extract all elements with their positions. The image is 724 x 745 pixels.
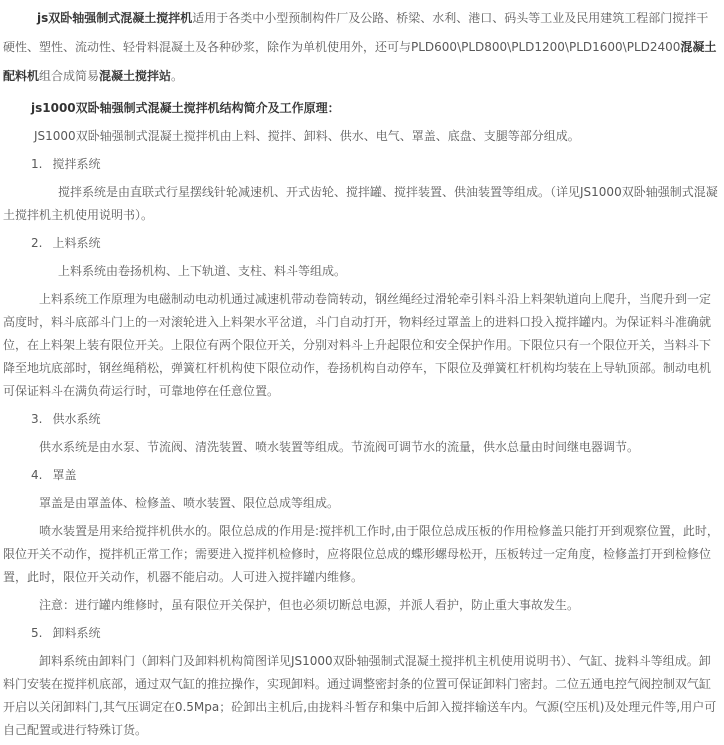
intro-bold-product-name: js双卧轴强制式混凝土搅拌机 <box>37 11 193 25</box>
section-name: 上料系统 <box>52 236 101 250</box>
paragraph-feeding-principle: 上料系统工作原理为电磁制动电动机通过减速机带动卷筒转动，钢丝绳经过滑轮牵引料斗沿上料架轨道向上爬升，当爬升到一定高度时，料斗底部斗门上的一对滚轮进入上料架水平岔道，斗门自动打开，物料经过罩盖上的进料口投入搅拌罐内。为保证料斗准确就位，在上料架上装有限位开关。上限位有两个限位开关，分别对料斗上升起限位和安全保护作用。下限位只有一个限位开关，当料斗下降至地坑底部时，钢丝绳稍松，弹簧杠杆机构使下限位动作，卷扬机构自动停车，下限位及弹簧杠杆机构均装在上导轨顶部。制动电机可保证料斗在满负荷运行时，可靠地停在任意位置。 <box>3 292 712 398</box>
section-title-discharging <box>3 622 719 645</box>
section-name: 搅拌系统 <box>52 157 101 171</box>
section-title-feeding <box>3 232 719 255</box>
section-title-mixing <box>3 153 719 176</box>
section-number: 5. <box>31 626 43 640</box>
section-number: 2. <box>31 236 43 250</box>
intro-text-3: 。 <box>171 69 184 83</box>
intro-text-1: 适用于各类中小型预制构件厂及公路、桥梁、水利、港口、码头等工业及民用建筑工程部门搅拌干硬性、塑性、流动性、轻骨料混凝土及各种砂浆，除作为单机使用外，还可与PLD600\PLD800\PLD1200\PLD1600\PLD2400 <box>3 11 709 54</box>
paragraph-discharging: 卸料系统由卸料门（卸料门及卸料机构简图详见JS1000双卧轴强制式混凝土搅拌机主机使用说明书）、气缸、拢料斗等组成。卸料门安装在搅拌机底部，通过双气缸的推拉操作，实现卸料。通过调整密封条的位置可保证卸料门密封。二位五通电控气阀控制双气缸开启以关闭卸料门,其气压调定在0.5Mpa；砼卸出主机后,由拢料斗暂存和集中后卸入搅拌输送车内。气源(空压机)及处理元件等,用户可自己配置或进行特殊订货。 <box>3 654 717 737</box>
intro-text-2: 组合成简易 <box>39 69 100 83</box>
paragraph-mixing-composition: 搅拌系统是由直联式行星摆线针轮减速机、开式齿轮、搅拌罐、搅拌装置、供油装置等组成。（详见JS1000双卧轴强制式混凝土搅拌机主机使用说明书）。 <box>3 185 718 222</box>
overview-paragraph: JS1000双卧轴强制式混凝土搅拌机由上料、搅拌、卸料、供水、电气、罩盖、底盘、支腿等部分组成。 <box>34 129 580 143</box>
paragraph-cover-function: 喷水装置是用来给搅拌机供水的。限位总成的作用是:搅拌机工作时,由于限位总成压板的作用检修盖只能打开到观察位置，此时，限位开关不动作，搅拌机正常工作；需要进入搅拌机检修时，应将限位总成的蝶形螺母松开，压板转过一定角度，检修盖打开到检修位置，此时，限位开关动作，机器不能启动。人可进入搅拌罐内维修。 <box>3 524 719 584</box>
section-number: 3. <box>31 412 43 426</box>
section-number: 1. <box>31 157 43 171</box>
section-name: 罩盖 <box>52 468 77 482</box>
section-title-cover <box>3 464 719 487</box>
paragraph-cover-warning: 注意：进行罐内维修时，虽有限位开关保护，但也必须切断总电源，并派人看护，防止重大事故发生。 <box>39 598 580 612</box>
section-name: 供水系统 <box>52 412 101 426</box>
paragraph-water-supply: 供水系统是由水泵、节流阀、清洗装置、喷水装置等组成。节流阀可调节水的流量，供水总量由时间继电器调节。 <box>39 440 640 454</box>
intro-bold-station-name: 混凝土搅拌站 <box>99 69 172 83</box>
section-title-water-supply <box>3 408 719 431</box>
section-number: 4. <box>31 468 43 482</box>
structure-heading: js1000双卧轴强制式混凝土搅拌机结构简介及工作原理： <box>31 101 340 115</box>
paragraph-cover-composition: 罩盖是由罩盖体、检修盖、喷水装置、限位总成等组成。 <box>39 496 340 510</box>
paragraph-feeding-composition: 上料系统由卷扬机构、上下轨道、支柱、料斗等组成。 <box>58 264 347 278</box>
section-name: 卸料系统 <box>52 626 101 640</box>
intro-bold-batcher-name: 混凝土配料机 <box>3 40 717 83</box>
intro-paragraph <box>3 4 719 91</box>
